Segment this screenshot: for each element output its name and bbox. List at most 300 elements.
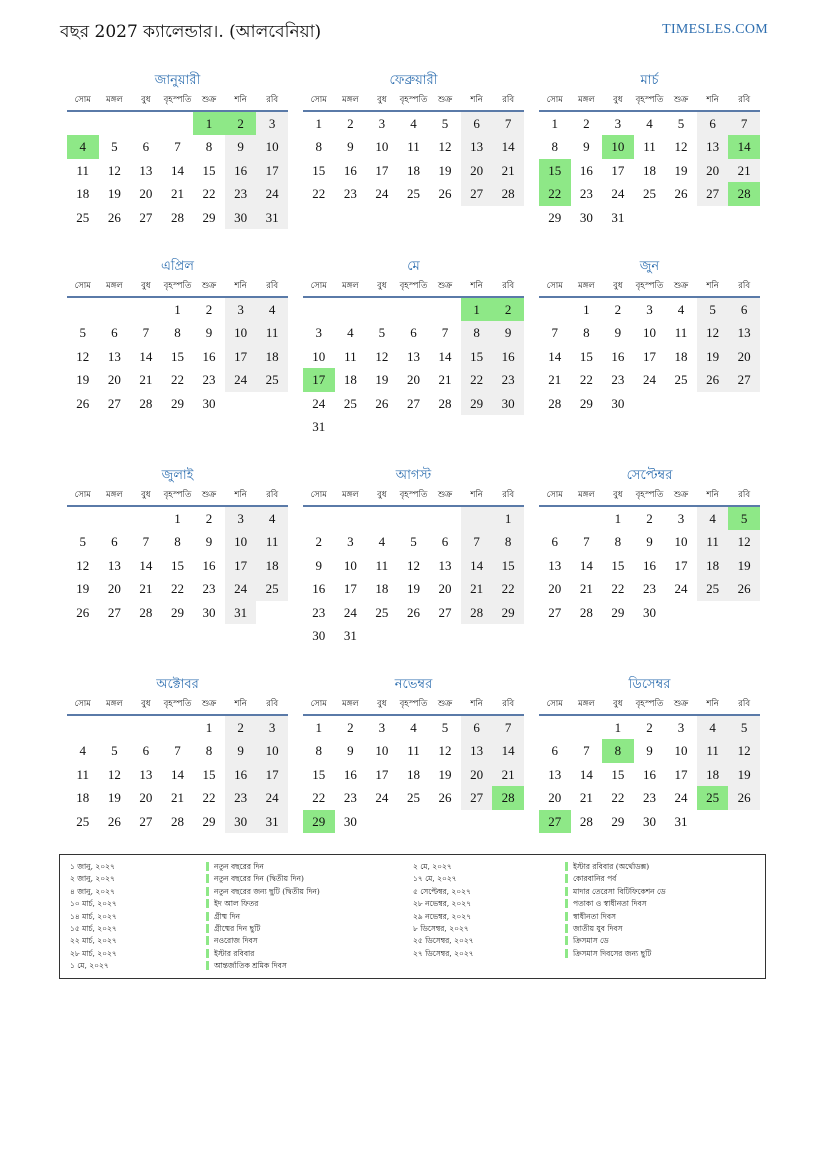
day-cell[interactable]: 24: [312, 395, 326, 411]
day-cell[interactable]: 20: [438, 581, 452, 597]
day-cell[interactable]: 3: [225, 507, 257, 530]
day-cell[interactable]: 27: [107, 395, 121, 411]
day-cell[interactable]: 15: [611, 557, 625, 573]
day-cell[interactable]: 14: [170, 766, 184, 782]
day-cell[interactable]: 21: [170, 186, 184, 202]
day-cell[interactable]: 23: [202, 372, 216, 388]
day-cell[interactable]: 21: [461, 577, 493, 600]
day-cell[interactable]: 4: [410, 720, 417, 735]
holiday-day-cell[interactable]: 22: [539, 182, 571, 205]
day-cell[interactable]: 13: [406, 348, 420, 364]
day-cell[interactable]: 5: [677, 116, 685, 131]
day-cell[interactable]: 29: [170, 604, 184, 620]
day-cell[interactable]: 30: [202, 604, 216, 620]
day-cell[interactable]: 16: [642, 766, 656, 782]
day-cell[interactable]: 25: [406, 790, 420, 806]
day-cell[interactable]: 3: [378, 720, 386, 735]
day-cell[interactable]: 7: [583, 534, 590, 550]
holiday-day-cell[interactable]: 28: [728, 182, 760, 205]
day-cell[interactable]: 9: [225, 135, 257, 158]
day-cell[interactable]: 17: [225, 345, 257, 368]
day-cell[interactable]: 27: [107, 604, 121, 620]
day-cell[interactable]: 11: [407, 139, 420, 155]
day-cell[interactable]: 24: [375, 790, 389, 806]
day-cell[interactable]: 30: [611, 395, 625, 411]
day-cell[interactable]: 20: [107, 372, 121, 388]
day-cell[interactable]: 17: [642, 348, 656, 364]
day-cell[interactable]: 23: [343, 186, 357, 202]
day-cell[interactable]: 5: [79, 534, 87, 550]
day-cell[interactable]: 17: [674, 557, 688, 573]
day-cell[interactable]: 21: [139, 372, 153, 388]
day-cell[interactable]: 8: [461, 321, 493, 344]
day-cell[interactable]: 19: [406, 581, 420, 597]
day-cell[interactable]: 8: [315, 743, 323, 759]
day-cell[interactable]: 21: [492, 159, 524, 182]
day-cell[interactable]: 19: [674, 162, 688, 178]
day-cell[interactable]: 3: [315, 325, 323, 341]
day-cell[interactable]: 15: [492, 554, 524, 577]
day-cell[interactable]: 22: [170, 581, 184, 597]
day-cell[interactable]: 27: [461, 786, 493, 809]
day-cell[interactable]: 17: [375, 766, 389, 782]
day-cell[interactable]: 24: [225, 577, 257, 600]
day-cell[interactable]: 18: [256, 554, 288, 577]
day-cell[interactable]: 11: [407, 743, 420, 759]
holiday-day-cell[interactable]: 28: [492, 786, 524, 809]
holiday-day-cell[interactable]: 1: [193, 112, 225, 135]
day-cell[interactable]: 14: [139, 348, 153, 364]
day-cell[interactable]: 22: [492, 577, 524, 600]
day-cell[interactable]: 24: [256, 182, 288, 205]
day-cell[interactable]: 14: [548, 348, 562, 364]
day-cell[interactable]: 20: [548, 790, 562, 806]
day-cell[interactable]: 28: [170, 813, 184, 829]
day-cell[interactable]: 12: [728, 530, 760, 553]
day-cell[interactable]: 17: [256, 763, 288, 786]
day-cell[interactable]: 28: [579, 604, 593, 620]
day-cell[interactable]: 18: [406, 766, 420, 782]
day-cell[interactable]: 25: [256, 368, 288, 391]
day-cell[interactable]: 27: [139, 209, 153, 225]
day-cell[interactable]: 28: [579, 813, 593, 829]
day-cell[interactable]: 5: [441, 720, 449, 735]
day-cell[interactable]: 10: [642, 325, 656, 341]
day-cell[interactable]: 9: [492, 321, 524, 344]
day-cell[interactable]: 19: [375, 372, 389, 388]
holiday-day-cell[interactable]: 5: [728, 507, 760, 530]
day-cell[interactable]: 20: [139, 790, 153, 806]
day-cell[interactable]: 4: [256, 298, 288, 321]
day-cell[interactable]: 8: [174, 325, 181, 341]
day-cell[interactable]: 17: [375, 162, 389, 178]
day-cell[interactable]: 2: [225, 716, 257, 739]
day-cell[interactable]: 26: [438, 790, 452, 806]
day-cell[interactable]: 16: [642, 557, 656, 573]
day-cell[interactable]: 22: [202, 186, 216, 202]
day-cell[interactable]: 7: [174, 743, 181, 759]
day-cell[interactable]: 27: [461, 182, 493, 205]
day-cell[interactable]: 12: [76, 348, 90, 364]
day-cell[interactable]: 16: [579, 162, 593, 178]
day-cell[interactable]: 19: [76, 581, 90, 597]
day-cell[interactable]: 24: [642, 372, 656, 388]
day-cell[interactable]: 10: [674, 743, 688, 759]
day-cell[interactable]: 13: [438, 557, 452, 573]
day-cell[interactable]: 8: [174, 534, 181, 550]
day-cell[interactable]: 17: [256, 159, 288, 182]
day-cell[interactable]: 18: [256, 345, 288, 368]
day-cell[interactable]: 30: [579, 209, 593, 225]
holiday-day-cell[interactable]: 4: [67, 135, 99, 158]
day-cell[interactable]: 3: [347, 534, 354, 550]
day-cell[interactable]: 19: [697, 345, 729, 368]
day-cell[interactable]: 21: [492, 763, 524, 786]
day-cell[interactable]: 20: [461, 763, 493, 786]
day-cell[interactable]: 22: [611, 581, 625, 597]
day-cell[interactable]: 12: [438, 139, 452, 155]
day-cell[interactable]: 16: [492, 345, 524, 368]
day-cell[interactable]: 13: [728, 321, 760, 344]
day-cell[interactable]: 4: [410, 116, 417, 131]
day-cell[interactable]: 7: [492, 716, 524, 739]
day-cell[interactable]: 5: [111, 139, 118, 155]
holiday-day-cell[interactable]: 10: [602, 135, 634, 158]
day-cell[interactable]: 24: [225, 368, 257, 391]
day-cell[interactable]: 28: [492, 182, 524, 205]
day-cell[interactable]: 19: [438, 766, 452, 782]
day-cell[interactable]: 6: [461, 716, 493, 739]
day-cell[interactable]: 29: [170, 395, 184, 411]
day-cell[interactable]: 23: [343, 790, 357, 806]
day-cell[interactable]: 23: [642, 790, 656, 806]
day-cell[interactable]: 31: [225, 601, 257, 624]
day-cell[interactable]: 23: [611, 372, 625, 388]
day-cell[interactable]: 3: [225, 298, 257, 321]
holiday-day-cell[interactable]: 8: [602, 739, 634, 762]
day-cell[interactable]: 10: [343, 557, 357, 573]
day-cell[interactable]: 13: [548, 557, 562, 573]
day-cell[interactable]: 29: [611, 813, 625, 829]
day-cell[interactable]: 10: [375, 743, 389, 759]
day-cell[interactable]: 11: [256, 530, 288, 553]
holiday-day-cell[interactable]: 1: [461, 298, 493, 321]
day-cell[interactable]: 6: [111, 534, 118, 550]
day-cell[interactable]: 4: [697, 507, 729, 530]
day-cell[interactable]: 9: [646, 743, 653, 759]
day-cell[interactable]: 25: [343, 395, 357, 411]
day-cell[interactable]: 30: [343, 813, 357, 829]
day-cell[interactable]: 5: [728, 716, 760, 739]
day-cell[interactable]: 8: [614, 534, 622, 550]
day-cell[interactable]: 22: [461, 368, 493, 391]
day-cell[interactable]: 29: [579, 395, 593, 411]
day-cell[interactable]: 6: [441, 534, 449, 550]
day-cell[interactable]: 12: [406, 557, 420, 573]
day-cell[interactable]: 7: [583, 743, 590, 759]
day-cell[interactable]: 18: [697, 763, 729, 786]
day-cell[interactable]: 25: [256, 577, 288, 600]
day-cell[interactable]: 26: [728, 577, 760, 600]
day-cell[interactable]: 10: [225, 530, 257, 553]
day-cell[interactable]: 4: [646, 116, 653, 131]
day-cell[interactable]: 18: [76, 186, 90, 202]
day-cell[interactable]: 9: [347, 743, 354, 759]
day-cell[interactable]: 23: [579, 186, 593, 202]
day-cell[interactable]: 15: [312, 162, 326, 178]
day-cell[interactable]: 12: [76, 557, 90, 573]
day-cell[interactable]: 5: [79, 325, 87, 341]
day-cell[interactable]: 30: [642, 604, 656, 620]
day-cell[interactable]: 22: [312, 790, 326, 806]
day-cell[interactable]: 26: [107, 209, 121, 225]
day-cell[interactable]: 5: [410, 534, 417, 550]
day-cell[interactable]: 17: [225, 554, 257, 577]
day-cell[interactable]: 11: [344, 348, 357, 364]
day-cell[interactable]: 2: [347, 720, 354, 735]
day-cell[interactable]: 5: [697, 298, 729, 321]
day-cell[interactable]: 23: [492, 368, 524, 391]
day-cell[interactable]: 21: [548, 372, 562, 388]
day-cell[interactable]: 17: [611, 162, 625, 178]
day-cell[interactable]: 26: [375, 395, 389, 411]
day-cell[interactable]: 18: [674, 348, 688, 364]
day-cell[interactable]: 30: [225, 206, 257, 229]
day-cell[interactable]: 8: [315, 139, 323, 155]
day-cell[interactable]: 13: [461, 135, 493, 158]
day-cell[interactable]: 7: [492, 112, 524, 135]
day-cell[interactable]: 25: [76, 209, 90, 225]
day-cell[interactable]: 30: [225, 810, 257, 833]
day-cell[interactable]: 26: [697, 368, 729, 391]
day-cell[interactable]: 3: [677, 720, 685, 735]
day-cell[interactable]: 14: [579, 557, 593, 573]
holiday-day-cell[interactable]: 17: [303, 368, 335, 391]
day-cell[interactable]: 25: [674, 372, 688, 388]
day-cell[interactable]: 1: [315, 116, 323, 131]
day-cell[interactable]: 15: [312, 766, 326, 782]
day-cell[interactable]: 7: [728, 112, 760, 135]
day-cell[interactable]: 6: [551, 743, 559, 759]
day-cell[interactable]: 1: [614, 511, 622, 526]
day-cell[interactable]: 20: [139, 186, 153, 202]
day-cell[interactable]: 31: [674, 813, 688, 829]
day-cell[interactable]: 7: [174, 139, 181, 155]
day-cell[interactable]: 13: [139, 162, 153, 178]
day-cell[interactable]: 13: [107, 557, 121, 573]
day-cell[interactable]: 3: [614, 116, 622, 131]
day-cell[interactable]: 2: [205, 302, 213, 317]
day-cell[interactable]: 16: [343, 766, 357, 782]
day-cell[interactable]: 16: [225, 763, 257, 786]
day-cell[interactable]: 23: [225, 786, 257, 809]
day-cell[interactable]: 11: [697, 739, 729, 762]
day-cell[interactable]: 2: [646, 511, 653, 526]
day-cell[interactable]: 5: [441, 116, 449, 131]
day-cell[interactable]: 24: [343, 604, 357, 620]
day-cell[interactable]: 14: [461, 554, 493, 577]
day-cell[interactable]: 14: [438, 348, 452, 364]
day-cell[interactable]: 2: [315, 534, 323, 550]
day-cell[interactable]: 5: [378, 325, 386, 341]
day-cell[interactable]: 23: [225, 182, 257, 205]
day-cell[interactable]: 14: [492, 739, 524, 762]
day-cell[interactable]: 19: [76, 372, 90, 388]
day-cell[interactable]: 18: [76, 790, 90, 806]
day-cell[interactable]: 1: [614, 720, 622, 735]
day-cell[interactable]: 25: [642, 186, 656, 202]
day-cell[interactable]: 26: [728, 786, 760, 809]
day-cell[interactable]: 25: [406, 186, 420, 202]
day-cell[interactable]: 11: [697, 530, 729, 553]
day-cell[interactable]: 3: [378, 116, 386, 131]
day-cell[interactable]: 6: [142, 743, 150, 759]
holiday-day-cell[interactable]: 27: [539, 810, 571, 833]
day-cell[interactable]: 6: [461, 112, 493, 135]
day-cell[interactable]: 9: [614, 325, 622, 341]
day-cell[interactable]: 9: [646, 534, 653, 550]
day-cell[interactable]: 18: [343, 372, 357, 388]
day-cell[interactable]: 9: [315, 557, 323, 573]
day-cell[interactable]: 20: [107, 581, 121, 597]
day-cell[interactable]: 21: [579, 581, 593, 597]
day-cell[interactable]: 15: [579, 348, 593, 364]
day-cell[interactable]: 4: [697, 716, 729, 739]
day-cell[interactable]: 29: [461, 392, 493, 415]
day-cell[interactable]: 19: [107, 186, 121, 202]
day-cell[interactable]: 30: [202, 395, 216, 411]
day-cell[interactable]: 16: [611, 348, 625, 364]
day-cell[interactable]: 16: [225, 159, 257, 182]
day-cell[interactable]: 7: [142, 325, 150, 341]
holiday-day-cell[interactable]: 2: [492, 298, 524, 321]
day-cell[interactable]: 22: [579, 372, 593, 388]
day-cell[interactable]: 28: [139, 604, 153, 620]
day-cell[interactable]: 16: [202, 557, 216, 573]
holiday-day-cell[interactable]: 2: [225, 112, 257, 135]
day-cell[interactable]: 27: [139, 813, 153, 829]
day-cell[interactable]: 3: [646, 302, 653, 317]
day-cell[interactable]: 3: [256, 716, 288, 739]
day-cell[interactable]: 2: [205, 511, 213, 526]
day-cell[interactable]: 28: [170, 209, 184, 225]
day-cell[interactable]: 31: [343, 627, 357, 643]
holiday-day-cell[interactable]: 25: [697, 786, 729, 809]
day-cell[interactable]: 1: [492, 507, 524, 530]
day-cell[interactable]: 15: [170, 557, 184, 573]
day-cell[interactable]: 19: [107, 790, 121, 806]
day-cell[interactable]: 19: [728, 763, 760, 786]
day-cell[interactable]: 4: [256, 507, 288, 530]
day-cell[interactable]: 13: [139, 766, 153, 782]
day-cell[interactable]: 31: [256, 206, 288, 229]
day-cell[interactable]: 16: [343, 162, 357, 178]
day-cell[interactable]: 31: [611, 209, 625, 225]
day-cell[interactable]: 3: [677, 511, 685, 526]
day-cell[interactable]: 22: [202, 790, 216, 806]
day-cell[interactable]: 12: [438, 743, 452, 759]
day-cell[interactable]: 14: [579, 766, 593, 782]
day-cell[interactable]: 15: [461, 345, 493, 368]
day-cell[interactable]: 24: [611, 186, 625, 202]
day-cell[interactable]: 4: [677, 302, 685, 317]
day-cell[interactable]: 25: [375, 604, 389, 620]
day-cell[interactable]: 20: [697, 159, 729, 182]
day-cell[interactable]: 10: [674, 534, 688, 550]
day-cell[interactable]: 7: [441, 325, 449, 341]
day-cell[interactable]: 4: [79, 743, 87, 759]
day-cell[interactable]: 12: [697, 321, 729, 344]
day-cell[interactable]: 7: [551, 325, 559, 341]
day-cell[interactable]: 20: [406, 372, 420, 388]
day-cell[interactable]: 10: [225, 321, 257, 344]
day-cell[interactable]: 12: [107, 162, 121, 178]
day-cell[interactable]: 4: [347, 325, 354, 341]
day-cell[interactable]: 14: [492, 135, 524, 158]
day-cell[interactable]: 26: [76, 604, 90, 620]
day-cell[interactable]: 29: [611, 604, 625, 620]
day-cell[interactable]: 13: [697, 135, 729, 158]
day-cell[interactable]: 15: [611, 766, 625, 782]
day-cell[interactable]: 15: [202, 766, 216, 782]
day-cell[interactable]: 25: [697, 577, 729, 600]
day-cell[interactable]: 6: [111, 325, 118, 341]
day-cell[interactable]: 29: [548, 209, 562, 225]
day-cell[interactable]: 9: [583, 139, 590, 155]
day-cell[interactable]: 18: [375, 581, 389, 597]
day-cell[interactable]: 3: [256, 112, 288, 135]
day-cell[interactable]: 21: [139, 581, 153, 597]
day-cell[interactable]: 27: [406, 395, 420, 411]
day-cell[interactable]: 1: [174, 511, 181, 526]
day-cell[interactable]: 6: [142, 139, 150, 155]
day-cell[interactable]: 22: [312, 186, 326, 202]
day-cell[interactable]: 26: [674, 186, 688, 202]
day-cell[interactable]: 28: [461, 601, 493, 624]
day-cell[interactable]: 10: [256, 135, 288, 158]
day-cell[interactable]: 6: [410, 325, 417, 341]
day-cell[interactable]: 10: [256, 739, 288, 762]
day-cell[interactable]: 10: [375, 139, 389, 155]
day-cell[interactable]: 9: [205, 534, 213, 550]
day-cell[interactable]: 24: [256, 786, 288, 809]
holiday-day-cell[interactable]: 29: [303, 810, 335, 833]
day-cell[interactable]: 20: [461, 159, 493, 182]
day-cell[interactable]: 23: [642, 581, 656, 597]
day-cell[interactable]: 26: [107, 813, 121, 829]
day-cell[interactable]: 1: [315, 720, 323, 735]
day-cell[interactable]: 2: [614, 302, 622, 317]
day-cell[interactable]: 26: [406, 604, 420, 620]
day-cell[interactable]: 23: [202, 581, 216, 597]
day-cell[interactable]: 5: [111, 743, 118, 759]
day-cell[interactable]: 20: [728, 345, 760, 368]
day-cell[interactable]: 26: [438, 186, 452, 202]
day-cell[interactable]: 21: [438, 372, 452, 388]
day-cell[interactable]: 27: [697, 182, 729, 205]
day-cell[interactable]: 12: [674, 139, 688, 155]
day-cell[interactable]: 18: [406, 162, 420, 178]
day-cell[interactable]: 28: [548, 395, 562, 411]
day-cell[interactable]: 12: [375, 348, 389, 364]
day-cell[interactable]: 30: [642, 813, 656, 829]
day-cell[interactable]: 2: [347, 116, 354, 131]
day-cell[interactable]: 1: [174, 302, 181, 317]
day-cell[interactable]: 12: [107, 766, 121, 782]
day-cell[interactable]: 15: [202, 162, 216, 178]
day-cell[interactable]: 11: [256, 321, 288, 344]
day-cell[interactable]: 7: [142, 534, 150, 550]
